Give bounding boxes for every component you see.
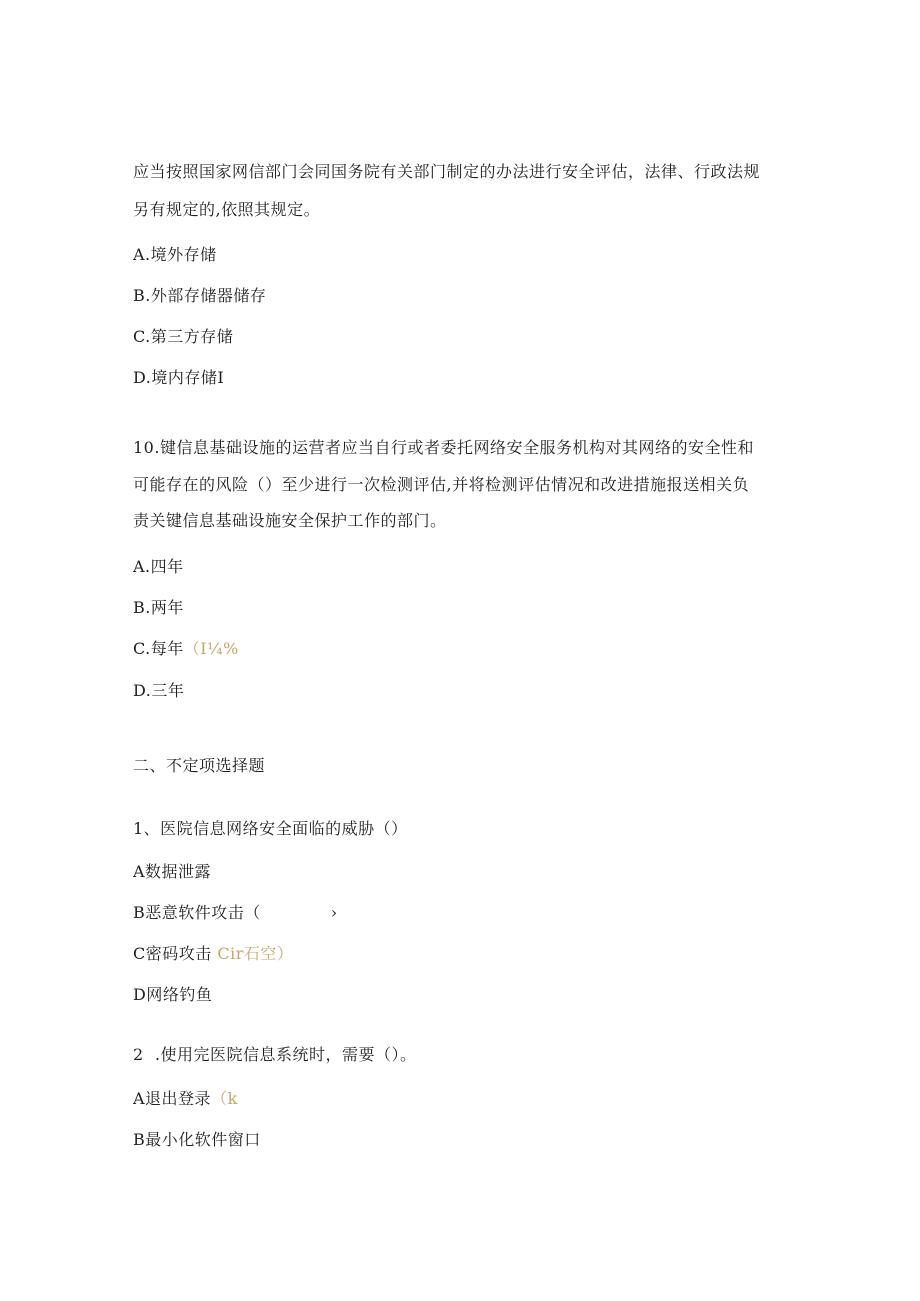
multi-question-1-option-c (133, 944, 293, 964)
question-9-option-c: C.第三方存储 (133, 327, 234, 346)
multi-question-1-option-a: A数据泄露 (133, 862, 212, 881)
question-10-stem-line-3: 责关键信息基础设施安全保护工作的部门。 (133, 511, 447, 530)
section-heading: 二、不定项选择题 (133, 756, 266, 775)
question-10-option-d: D.三年 (133, 681, 185, 700)
multi-question-1-option-b (133, 903, 338, 923)
question-9-option-b: B.外部存储器储存 (133, 286, 267, 305)
multi-question-1-option-d: D网络钓鱼 (133, 985, 213, 1004)
question-10-option-a: A.四年 (133, 557, 184, 576)
multi-question-1-option-c-text: C密码攻击 (133, 944, 212, 963)
answer-mark: （k (211, 1089, 238, 1108)
multi-question-2-option-b: B最小化软件窗口 (133, 1130, 261, 1149)
answer-mark: （I¼% (183, 639, 239, 658)
multi-question-2-stem: 2 .使用完医院信息系统时，需要（）。 (133, 1045, 417, 1064)
question-9-option-a: A.境外存储 (133, 245, 217, 264)
question-10-stem-line-2: 可能存在的风险（）至少进行一次检测评估,并将检测评估情况和改进措施报送相关负 (133, 475, 750, 494)
multi-question-1-option-b-text: B恶意软件攻击（ (133, 903, 261, 922)
multi-question-2-option-a (133, 1089, 238, 1109)
question-10-option-c (133, 639, 239, 659)
question-10-stem-line-1: 10.键信息基础设施的运营者应当自行或者委托网络安全服务机构对其网络的安全性和 (133, 438, 754, 457)
multi-question-2-option-a-text: A退出登录 (133, 1089, 212, 1108)
question-9-stem-line-1: 应当按照国家网信部门会同国务院有关部门制定的办法进行安全评估，法律、行政法规 (133, 162, 761, 181)
multi-question-1-option-b-close: › (330, 903, 338, 922)
question-10-option-c-text: C.每年 (133, 639, 184, 658)
question-9-stem-line-2: 另有规定的,依照其规定。 (133, 200, 321, 219)
question-9-option-d: D.境内存储I (133, 368, 225, 387)
question-10-option-b: B.两年 (133, 598, 184, 617)
multi-question-1-stem: 1、医院信息网络安全面临的威胁（） (133, 819, 408, 838)
answer-mark: Cir石空） (217, 944, 294, 963)
